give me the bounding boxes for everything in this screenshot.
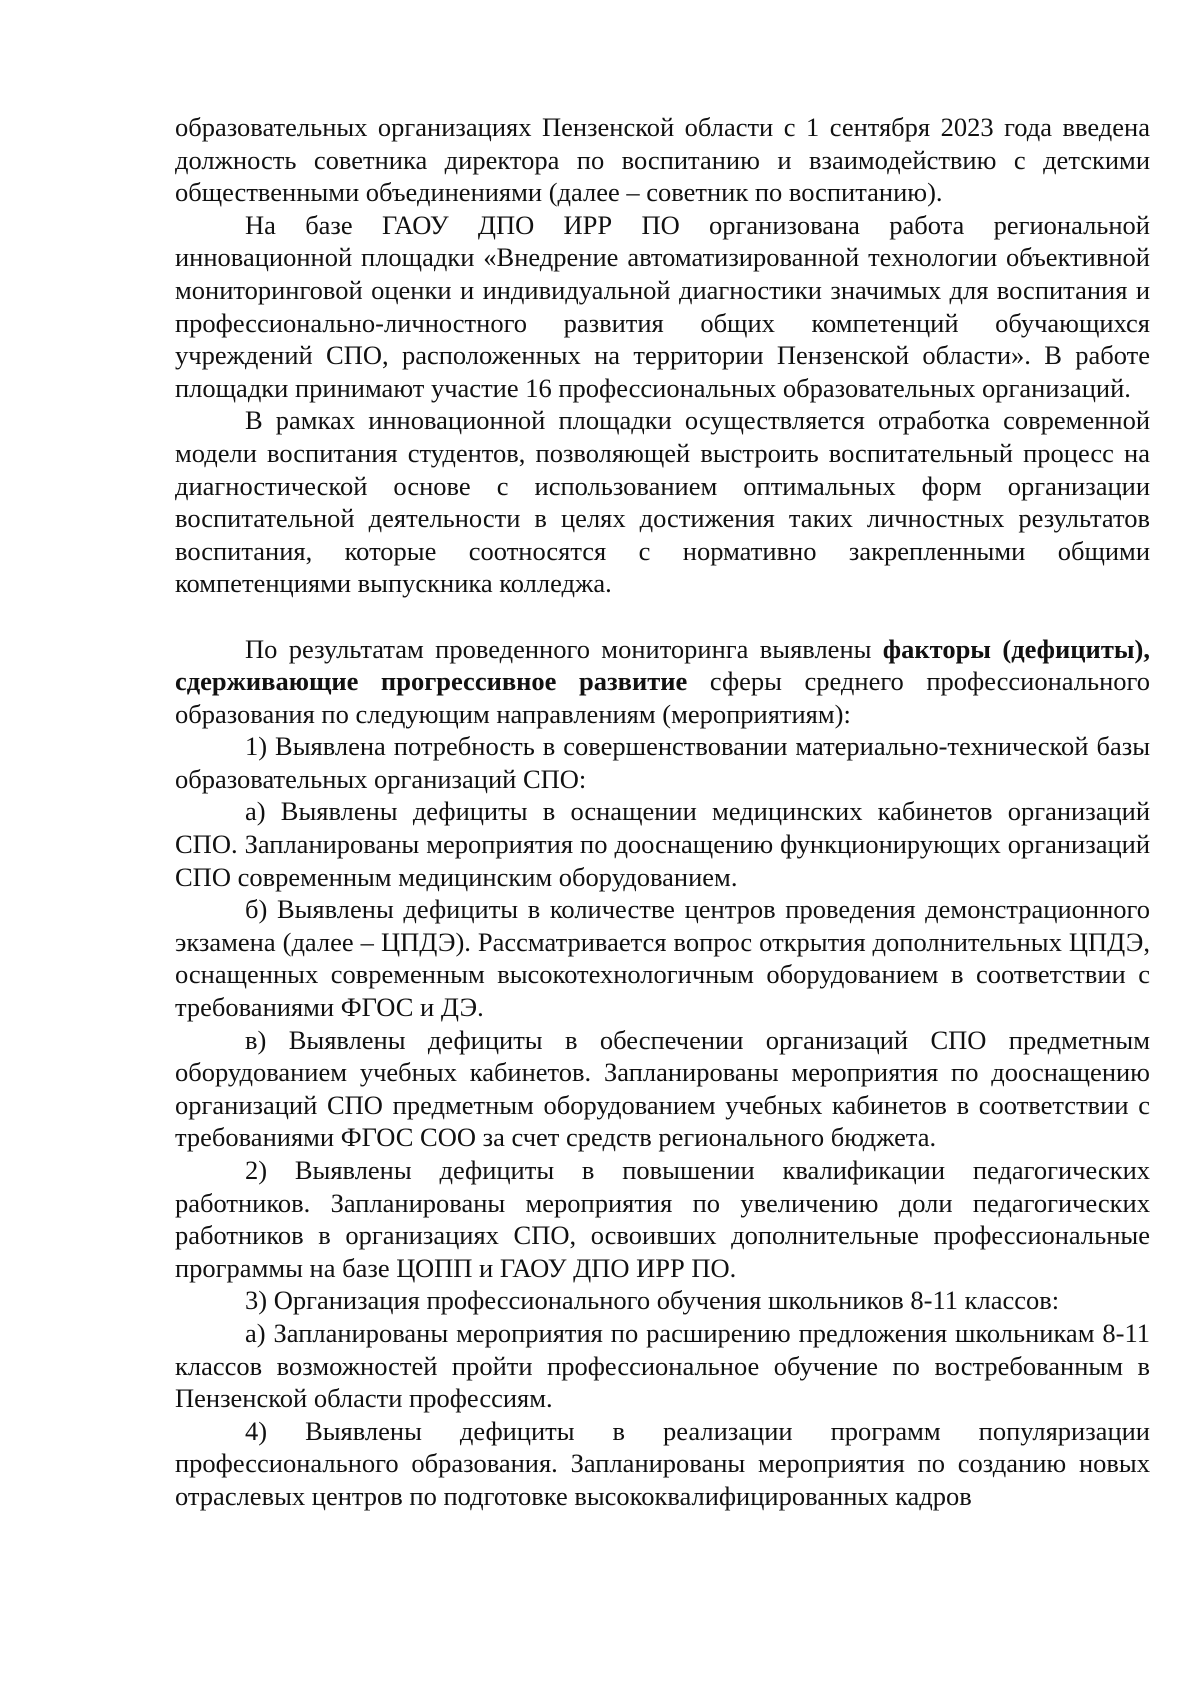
list-item-3a: а) Запланированы мероприятия по расширению предложения школьникам 8-11 классов возможностей пройти профессиональное обучение по востребованным в Пензенской области профессиям.: [175, 1317, 1150, 1414]
list-item-1a: а) Выявлены дефициты в оснащении медицинских кабинетов организаций СПО. Запланированы мероприятия по дооснащению функционирующих организаций СПО современным медицинским оборудованием.: [175, 796, 1150, 892]
document-page: [175, 111, 1150, 1513]
list-item-4: 4) Выявлены дефициты в реализации программ популяризации профессионального образования. Запланированы мероприятия по созданию новых отраслевых центров по подготовке высококвалифицированных кадров: [175, 1415, 1150, 1511]
paragraph-factors: [175, 633, 1150, 731]
factors-rest: сферы среднего профессионального образования по следующим направлениям (мероприятиям):: [175, 666, 1150, 729]
list-item-2: 2) Выявлены дефициты в повышении квалификации педагогических работников. Запланированы мероприятия по увеличению доли педагогических работников в организациях СПО, освоивших дополнительные профессиональные программы на базе ЦОПП и ГАОУ ДПО ИРР ПО.: [175, 1155, 1150, 1283]
factors-intro: По результатам проведенного мониторинга выявлены: [245, 633, 883, 664]
paragraph-continuation: образовательных организациях Пензенской области с 1 сентября 2023 года введена должность советника директора по воспитанию и взаимодействию с детскими общественными объединениями (далее – советник по воспитанию).: [175, 112, 1150, 208]
paragraph-education-model: В рамках инновационной площадки осуществляется отработка современной модели воспитания студентов, позволяющей выстроить воспитательный процесс на диагностической основе с использованием оптимальных форм организации воспитательной деятельности в целях достижения таких личностных результатов воспитания, которые соотносятся с нормативно закрепленными общими компетенциями выпускника колледжа.: [175, 405, 1150, 599]
list-item-1c: в) Выявлены дефициты в обеспечении организаций СПО предметным оборудованием учебных кабинетов. Запланированы мероприятия по дооснащению организаций СПО предметным оборудованием учебных кабинетов в соответствии с требованиями ФГОС СОО за счет средств регионального бюджета.: [175, 1024, 1150, 1153]
list-item-3: 3) Организация профессионального обучения школьников 8-11 классов:: [245, 1285, 1060, 1316]
list-item-1b: б) Выявлены дефициты в количестве центров проведения демонстрационного экзамена (далее – ЦПДЭ). Рассматривается вопрос открытия дополнительных ЦПДЭ, оснащенных современным высокотехнологичным оборудованием в соответствии с требованиями ФГОС и ДЭ.: [175, 894, 1150, 1023]
list-item-1: 1) Выявлена потребность в совершенствовании материально-технической базы образовательных организаций СПО:: [175, 731, 1150, 794]
factors-bold-text: факторы (дефициты), сдерживающие прогрессивное развитие: [175, 633, 1150, 697]
paragraph-innovation-site: На базе ГАОУ ДПО ИРР ПО организована работа региональной инновационной площадки «Внедрение автоматизированной технологии объективной мониторинговой оценки и индивидуальной диагностики значимых для воспитания и профессионально-личностного развития общих компетенций обучающихся учреждений СПО, расположенных на территории Пензенской области». В работе площадки принимают участие 16 профессиональных образовательных организаций.: [175, 209, 1150, 403]
